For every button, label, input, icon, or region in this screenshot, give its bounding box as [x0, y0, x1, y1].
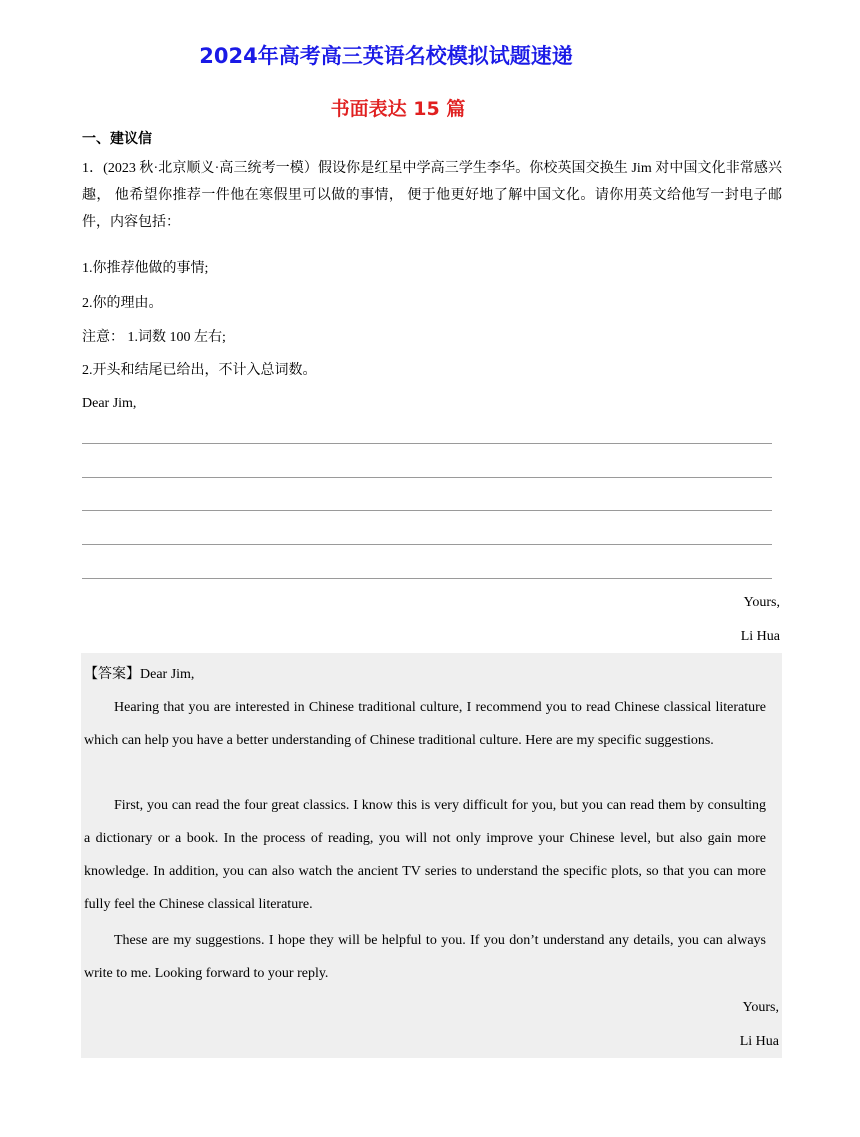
answer-paragraph: Hearing that you are interested in Chinese traditional culture, I recommend you to read Chinese classical literature which can help you have a better understanding of Chinese traditional culture. Here are my specific suggestions. [84, 700, 766, 748]
writing-line [82, 443, 772, 444]
document-subtitle: 书面表达 15 篇 [330, 98, 466, 120]
requirement-2: 2.你的理由。 [82, 296, 163, 311]
writing-line [82, 544, 772, 545]
note-opening-closing: 2.开头和结尾已给出，不计入总词数。 [82, 363, 317, 378]
question-prompt: 1．(2023 秋·北京顺义·高三统考一模）假设你是红星中学高三学生李华。你校英国交换生 Jim 对中国文化非常感兴趣， 他希望你推荐一件他在寒假里可以做的事情， 便于他更好地了解中国文化。请你用英文给他写一封电子邮件，内容包括： [82, 161, 782, 230]
writing-line [82, 578, 772, 579]
writing-line [82, 510, 772, 511]
answer-closing: Yours, [742, 1000, 779, 1015]
writing-line [82, 477, 772, 478]
requirement-1: 1.你推荐他做的事情; [82, 261, 209, 276]
document-title: 2024年高考高三英语名校模拟试题速递 [199, 44, 573, 68]
answer-paragraph: First, you can read the four great classics. I know this is very difficult for you, but you can read them by consulting a dictionary or a book. In the process of reading, you will not only improve your Chinese level, but also gain more knowledge. In addition, you can also watch the ancient TV series to understand the specific plots, so that you can more fully feel the Chinese classical literature. [84, 798, 766, 912]
answer-signature: Li Hua [739, 1034, 779, 1049]
letter-closing: Yours, [743, 595, 780, 610]
answer-label: 【答案】Dear Jim, [84, 667, 195, 682]
answer-paragraph: These are my suggestions. I hope they will be helpful to you. If you don’t understand any details, you can always write to me. Looking forward to your reply. [84, 933, 766, 981]
letter-salutation: Dear Jim, [82, 396, 137, 411]
answer-box [81, 653, 782, 1058]
section-heading: 一、建议信 [82, 131, 152, 147]
letter-signature: Li Hua [740, 629, 780, 644]
note-word-count: 注意： 1.词数 100 左右; [82, 330, 226, 345]
